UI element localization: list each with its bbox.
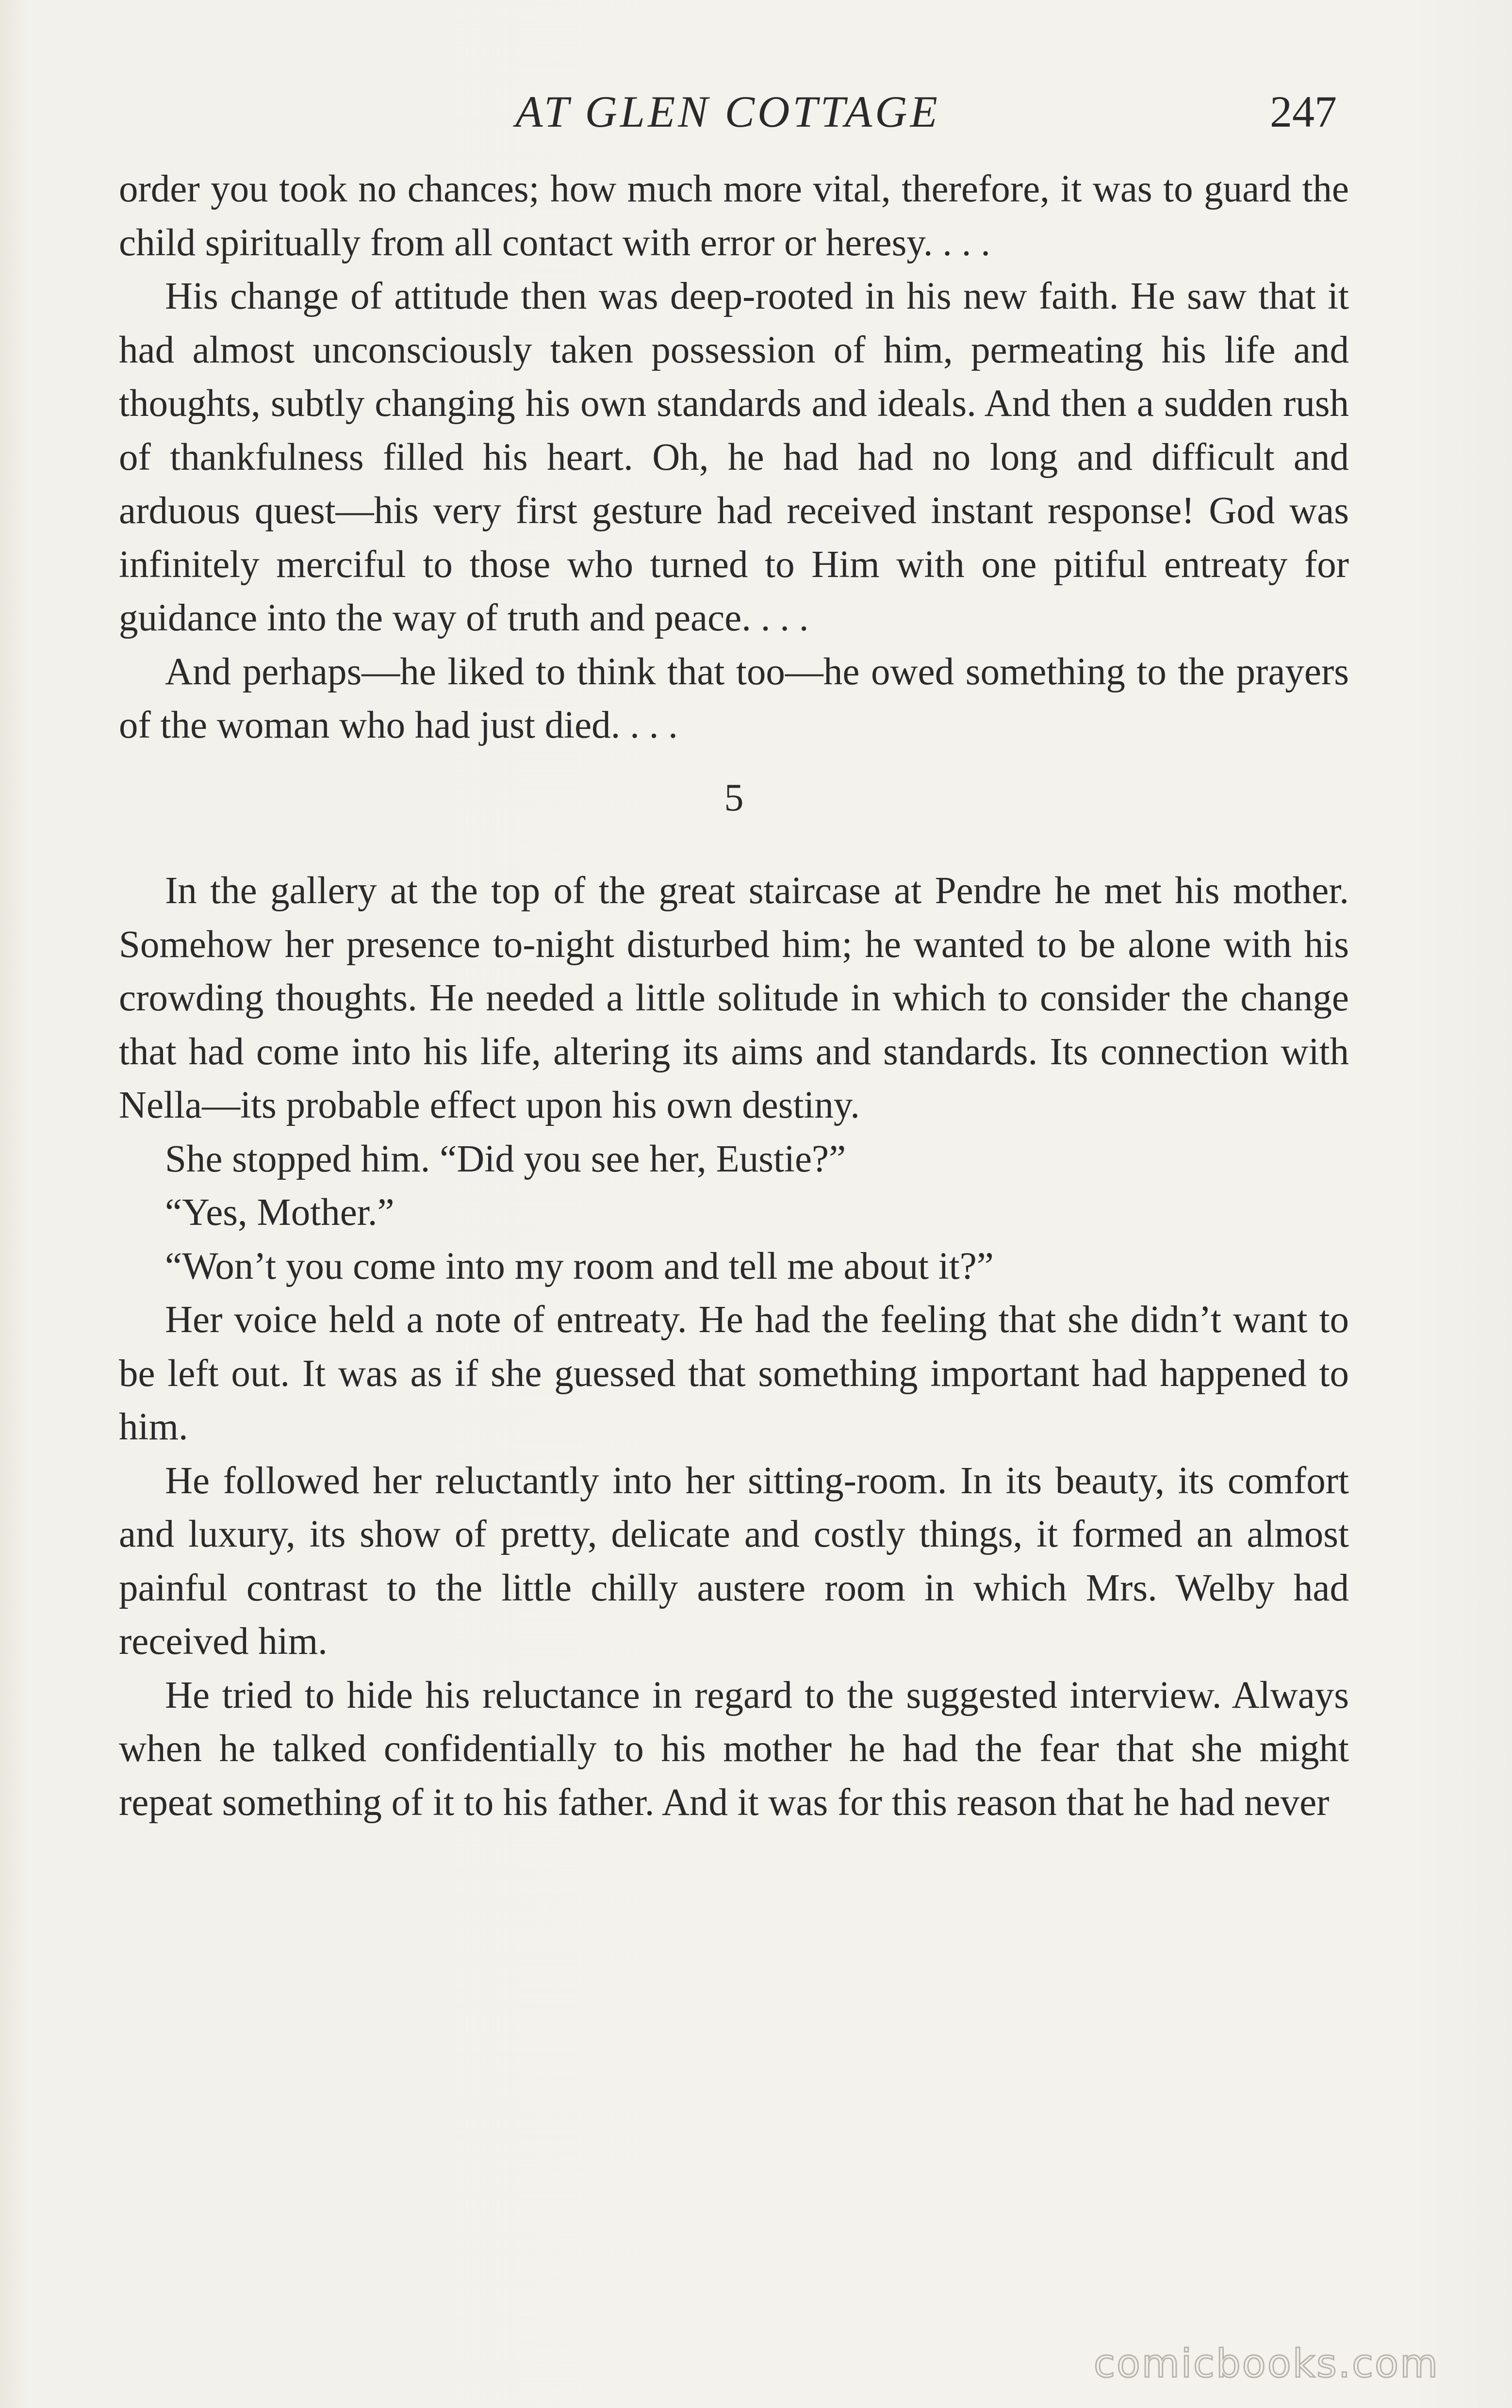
paragraph: “Yes, Mother.” [165, 1191, 394, 1234]
paragraph: And perhaps—he liked to think that too—he owed something to the prayers of the woman who had just died. . . . [119, 650, 1349, 746]
paragraph: He tried to hide his reluctance in regard to the suggested interview. Always when he talked confidentially to his mother he had the fear that she might repeat something of it to his father. And it was for this reason that he had never [119, 1674, 1349, 1824]
page-number: 247 [1270, 87, 1337, 136]
paragraph: order you took no chances; how much more vital, therefore, it was to guard the child spiritually from all contact with error or heresy. . . . [119, 168, 1349, 264]
paragraph: She stopped him. “Did you see her, Eustie?” [165, 1138, 846, 1180]
watermark: comicbooks.com [1093, 2341, 1439, 2386]
running-title: AT GLEN COTTAGE [515, 87, 940, 136]
section-number: 5 [724, 776, 744, 819]
paragraph: In the gallery at the top of the great staircase at Pendre he met his mother. Somehow her presence to-night disturbed him; he wanted to be alone with his crowding thoughts. He needed a little solitude in which to consider the change that had come into his life, altering its aims and standards. Its connection with Nella—its probable effect upon his own destiny. [119, 870, 1349, 1126]
body-text [119, 163, 1349, 1830]
paragraph: He followed her reluctantly into her sitting-room. In its beauty, its comfort and luxury, its show of pretty, delicate and costly things, it formed an almost painful contrast to the little chilly austere room in which Mrs. Welby had received him. [119, 1459, 1349, 1663]
paragraph: His change of attitude then was deep-rooted in his new faith. He saw that it had almost unconsciously taken possession of him, permeating his life and thoughts, subtly changing his own standards and ideals. And then a sudden rush of thankfulness filled his heart. Oh, he had had no long and difficult and arduous quest—his very first gesture had received instant response! God was infinitely merciful to those who turned to Him with one pitiful entreaty for guidance into the way of truth and peace. . . . [119, 275, 1349, 639]
page-header [119, 82, 1337, 141]
paragraph: “Won’t you come into my room and tell me about it?” [165, 1245, 994, 1287]
paragraph: Her voice held a note of entreaty. He had the feeling that she didn’t want to be left out. It was as if she guessed that something important had happened to him. [119, 1299, 1349, 1448]
